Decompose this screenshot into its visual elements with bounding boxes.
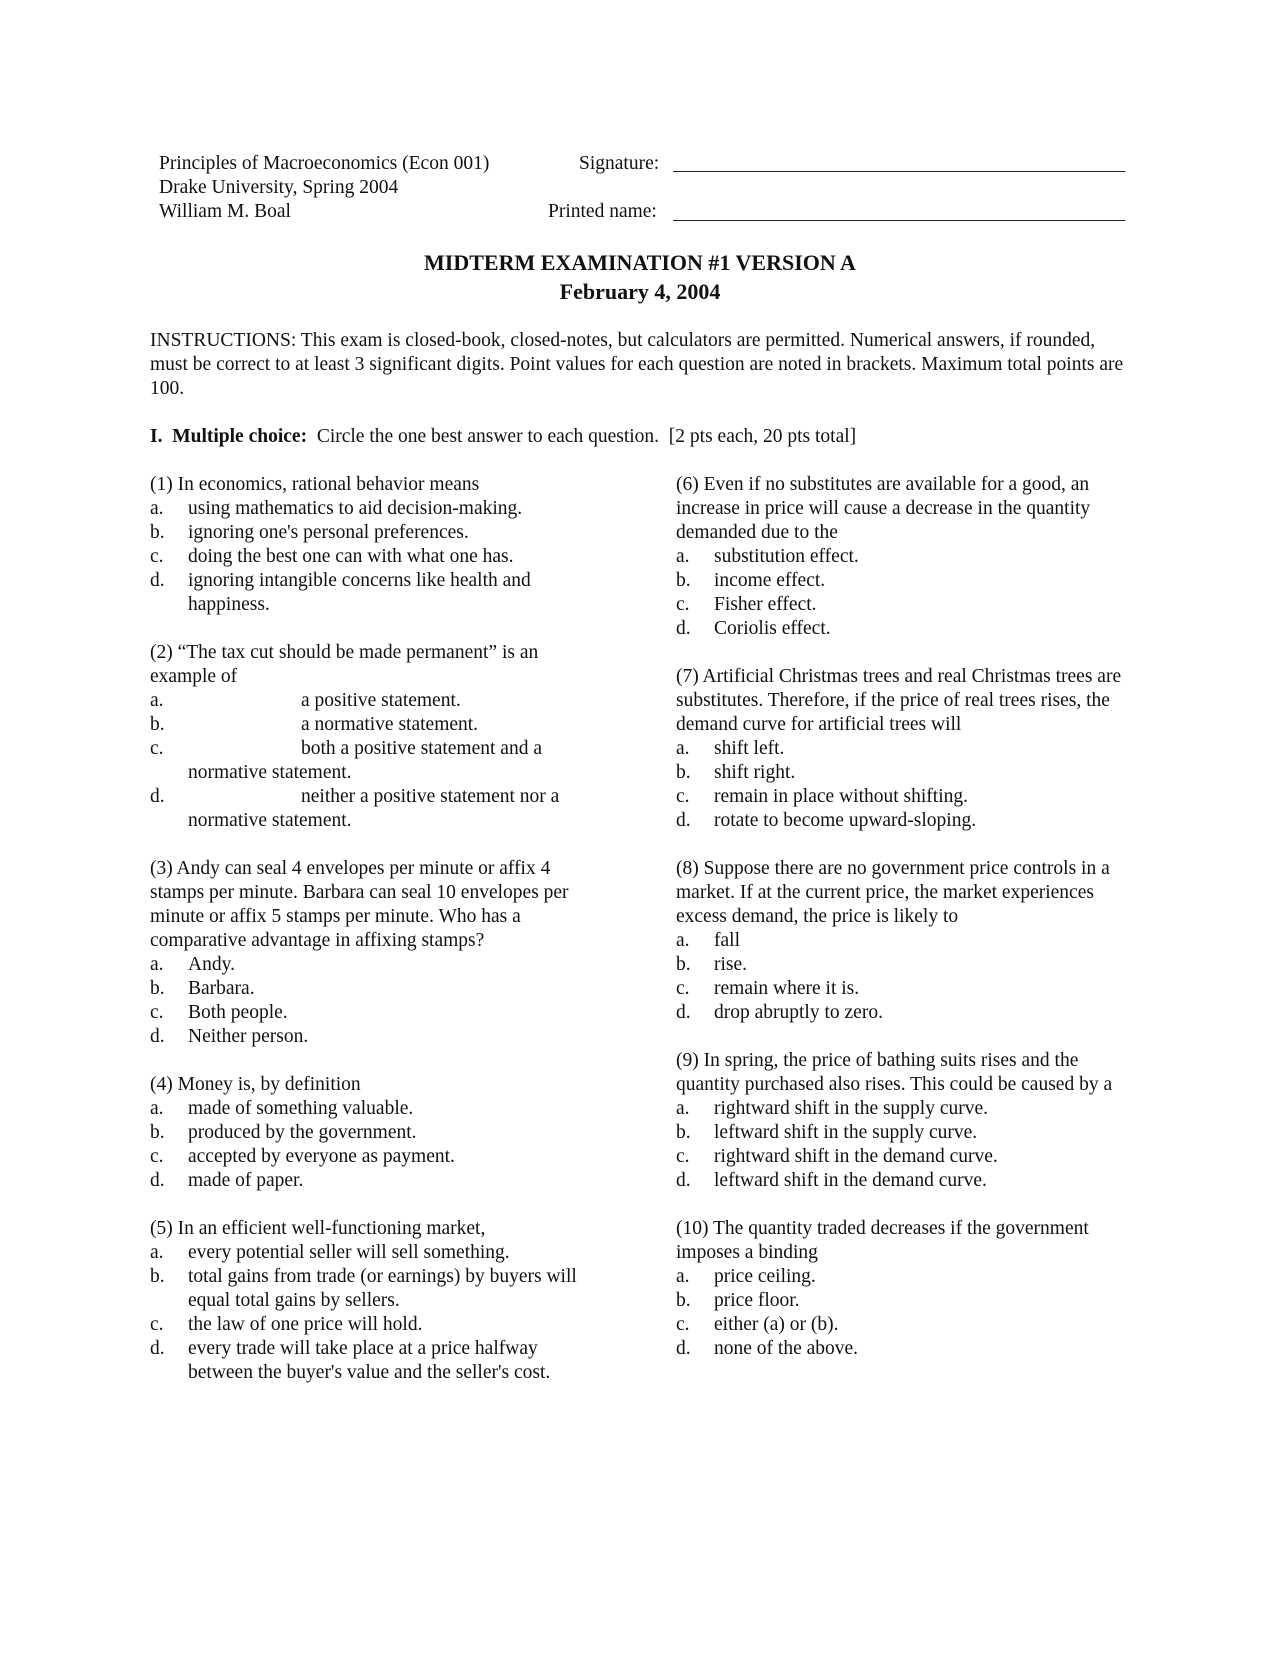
answer-option[interactable]: c. remain where it is. — [676, 978, 860, 999]
question-stem: (7) Artificial Christmas trees and real Christmas trees are substitutes. Therefore, if the price of real trees rises, the demand curve for artificial trees will — [676, 666, 1122, 735]
answer-option[interactable]: d. drop abruptly to zero. — [676, 1002, 883, 1023]
instructor-name: William M. Boal — [159, 201, 291, 222]
section-heading — [150, 425, 856, 449]
left-column — [150, 473, 590, 1409]
answer-option[interactable]: a. using mathematics to aid decision-making. — [150, 498, 523, 519]
answer-option[interactable]: b. total gains from trade (or earnings) by buyers will equal total gains by sellers. — [150, 1266, 577, 1311]
answer-option[interactable]: d. Coriolis effect. — [676, 618, 831, 639]
answer-option[interactable]: a. every potential seller will sell something. — [150, 1242, 510, 1263]
answer-option[interactable]: b. a normative statement. — [150, 714, 479, 735]
question-8 — [676, 857, 1132, 1025]
instructions: INSTRUCTIONS: This exam is closed-book, closed-notes, but calculators are permitted. Numerical answers, if rounded, must be correct to at least 3 significant digits. Point values for each question are noted in brackets. Maximum total points are 100. — [150, 330, 1124, 399]
question-1 — [150, 473, 590, 617]
answer-option[interactable]: a. made of something valuable. — [150, 1098, 414, 1119]
question-stem: (4) Money is, by definition — [150, 1074, 361, 1095]
answer-option[interactable]: c. the law of one price will hold. — [150, 1314, 423, 1335]
question-stem: (3) Andy can seal 4 envelopes per minute or affix 4 stamps per minute. Barbara can seal 10 envelopes per minute or affix 5 stamps per minute. Who has a comparative advantage in affixing stamps? — [150, 858, 569, 951]
answer-option[interactable]: a. shift left. — [676, 738, 785, 759]
course-name: Principles of Macroeconomics (Econ 001) — [159, 153, 490, 174]
answer-option[interactable]: a. fall — [676, 930, 740, 951]
answer-option[interactable]: d. made of paper. — [150, 1170, 304, 1191]
answer-option[interactable]: b. rise. — [676, 954, 748, 975]
question-4 — [150, 1073, 590, 1193]
answer-option[interactable]: d. Neither person. — [150, 1026, 309, 1047]
answer-option[interactable]: b. price floor. — [676, 1290, 800, 1311]
question-9 — [676, 1049, 1132, 1193]
question-3 — [150, 857, 590, 1049]
section-number: I. — [150, 426, 163, 447]
question-2 — [150, 641, 590, 833]
answer-option[interactable]: c. remain in place without shifting. — [676, 786, 968, 807]
question-10 — [676, 1217, 1132, 1361]
answer-option[interactable]: d. every trade will take place at a price halfway between the buyer's value and the seller's cost. — [150, 1338, 551, 1383]
answer-option[interactable]: c. rightward shift in the demand curve. — [676, 1146, 998, 1167]
answer-option[interactable]: b. leftward shift in the supply curve. — [676, 1122, 978, 1143]
answer-option[interactable]: c. either (a) or (b). — [676, 1314, 839, 1335]
question-7 — [676, 665, 1132, 833]
section-instructions: Circle the one best answer to each question. [2 pts each, 20 pts total] — [307, 426, 857, 447]
signature-label: Signature: — [579, 153, 660, 174]
answer-option[interactable]: a. substitution effect. — [676, 546, 859, 567]
question-stem: (2) “The tax cut should be made permanent” is an example of — [150, 642, 539, 687]
answer-option[interactable]: d. ignoring intangible concerns like health and happiness. — [150, 570, 531, 615]
answer-option[interactable]: c. accepted by everyone as payment. — [150, 1146, 455, 1167]
right-column — [676, 473, 1132, 1385]
answer-option[interactable]: b. income effect. — [676, 570, 826, 591]
printed-name-label: Printed name: — [548, 201, 657, 222]
question-stem: (6) Even if no substitutes are available for a good, an increase in price will cause a decrease in the quantity demanded due to the — [676, 474, 1091, 543]
question-5 — [150, 1217, 590, 1385]
printed-name-field[interactable] — [673, 220, 1125, 221]
answer-option[interactable]: c. Both people. — [150, 1002, 288, 1023]
answer-option[interactable]: c. both a positive statement and a normative statement. — [150, 738, 542, 783]
answer-option[interactable]: b. ignoring one's personal preferences. — [150, 522, 469, 543]
answer-option[interactable]: d. neither a positive statement nor a normative statement. — [150, 786, 560, 831]
answer-option[interactable]: a. rightward shift in the supply curve. — [676, 1098, 989, 1119]
answer-option[interactable]: d. none of the above. — [676, 1338, 859, 1359]
school-term: Drake University, Spring 2004 — [159, 177, 399, 198]
answer-option[interactable]: d. leftward shift in the demand curve. — [676, 1170, 987, 1191]
signature-field[interactable] — [673, 171, 1125, 172]
answer-option[interactable]: d. rotate to become upward-sloping. — [676, 810, 977, 831]
question-6 — [676, 473, 1132, 641]
answer-option[interactable]: c. Fisher effect. — [676, 594, 817, 615]
question-stem: (5) In an efficient well-functioning market, — [150, 1218, 486, 1239]
section-name: Multiple choice: — [172, 426, 308, 447]
answer-option[interactable]: a. a positive statement. — [150, 690, 461, 711]
answer-option[interactable]: b. shift right. — [676, 762, 796, 783]
answer-option[interactable]: b. Barbara. — [150, 978, 255, 999]
answer-option[interactable]: b. produced by the government. — [150, 1122, 417, 1143]
question-stem: (10) The quantity traded decreases if the government imposes a binding — [676, 1218, 1089, 1263]
question-stem: (1) In economics, rational behavior means — [150, 474, 480, 495]
question-stem: (8) Suppose there are no government price controls in a market. If at the current price, the market experiences excess demand, the price is likely to — [676, 858, 1110, 927]
answer-option[interactable]: c. doing the best one can with what one has. — [150, 546, 514, 567]
answer-option[interactable]: a. Andy. — [150, 954, 235, 975]
question-stem: (9) In spring, the price of bathing suits rises and the quantity purchased also rises. This could be caused by a — [676, 1050, 1113, 1095]
exam-date: February 4, 2004 — [559, 279, 721, 304]
exam-title: MIDTERM EXAMINATION #1 VERSION A — [424, 250, 856, 275]
answer-option[interactable]: a. price ceiling. — [676, 1266, 816, 1287]
